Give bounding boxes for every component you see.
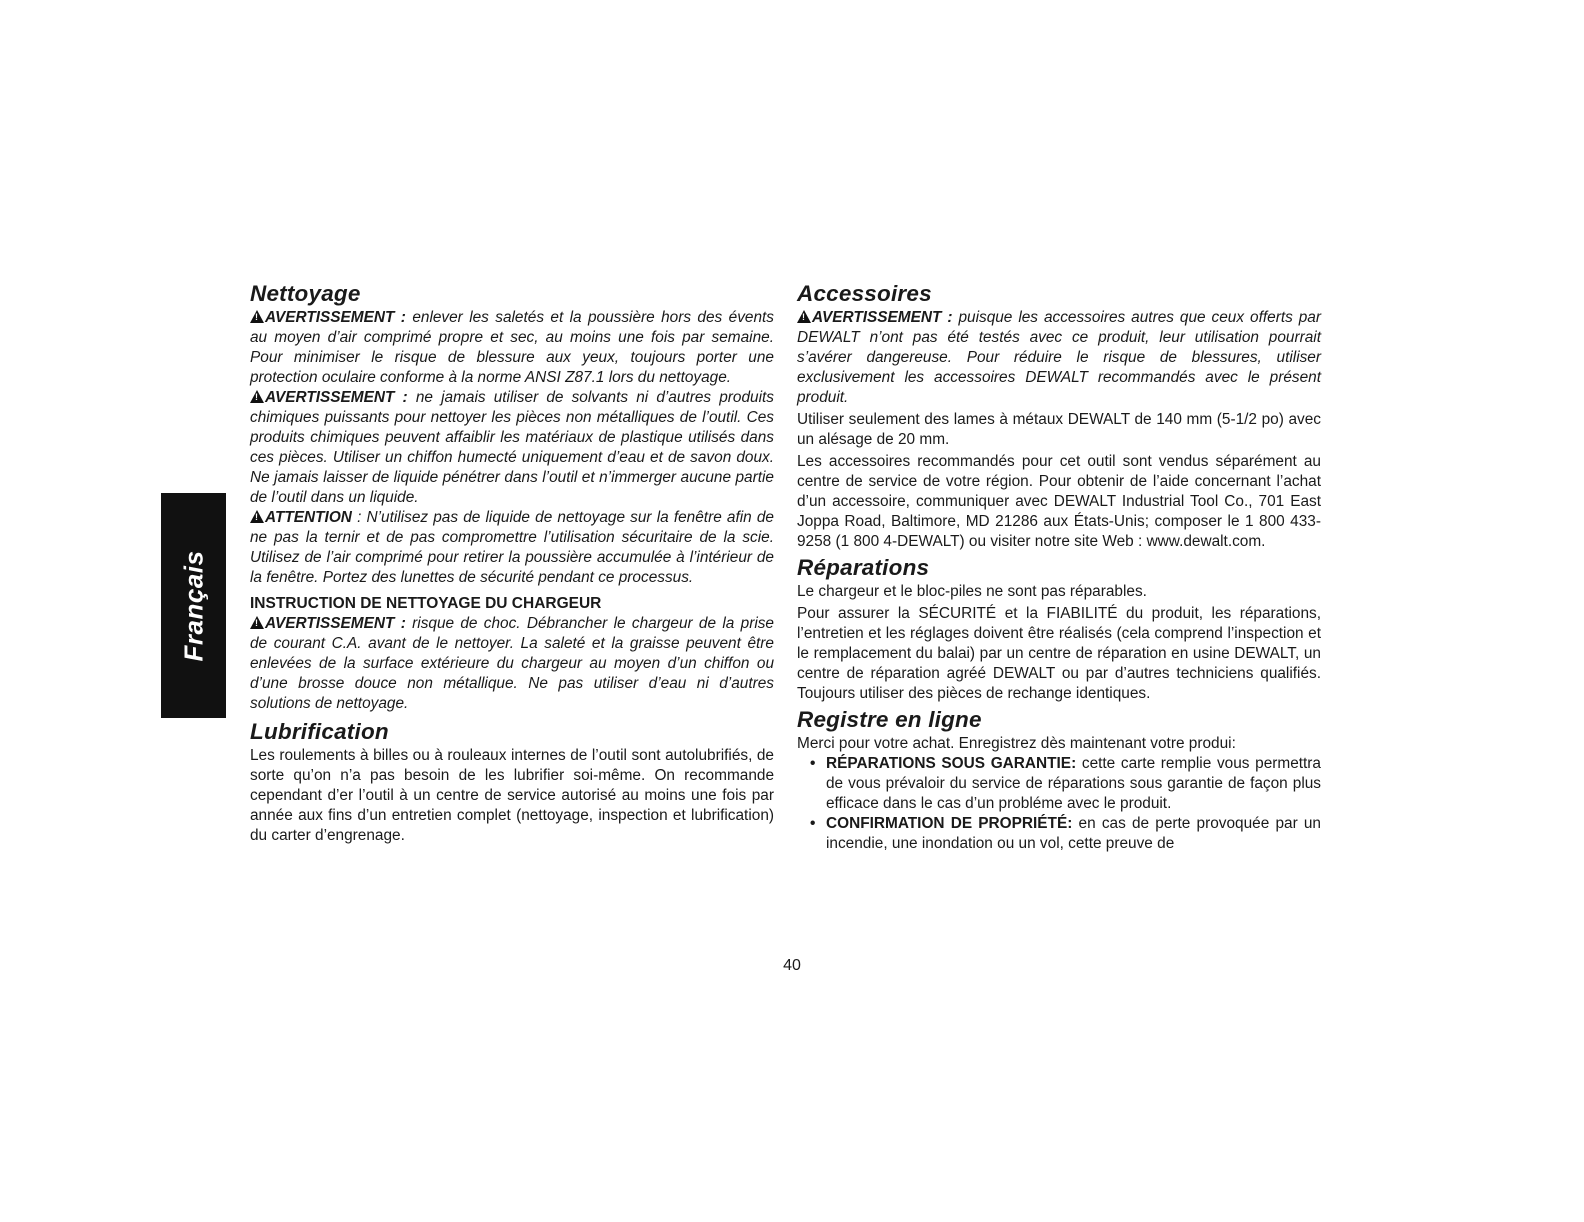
reparations-paragraph: Le chargeur et le bloc-piles ne sont pas réparables.: [797, 583, 1147, 600]
warning-text: enlever les saletés et la poussière hors des évents au moyen d’air comprimé propre et sec, au moins une fois par semaine. Pour minimiser le risque de blessure aux yeux, toujours porter une protection oculaire conforme à la norme ANSI Z87.1 lors du nettoyage.: [250, 309, 774, 386]
warning-accessories: [797, 308, 1321, 408]
warning-label: AVERTISSEMENT :: [265, 309, 406, 326]
section-title-accessoires: Accessoires: [797, 281, 932, 306]
left-column: [250, 280, 774, 846]
warning-triangle-icon: [797, 310, 811, 323]
lubrification-text: Les roulements à billes ou à rouleaux internes de l’outil sont autolubrifiés, de sorte qu’on n’a pas besoin de les lubrifier soi-même. On recommande cependant d’er l’outil à un centre de service autorisé au moins une fois par année aux fins d’un entretien complet (nettoyage, inspection et lubrification) du carter d’engrenage.: [250, 747, 774, 844]
accessoires-paragraph: Les accessoires recommandés pour cet outil sont vendus séparément au centre de service de votre région. Pour obtenir de l’aide concernant l’achat d’un accessoire, communiquer avec DEWALT Industrial Tool Co., 701 East Joppa Road, Baltimore, MD 21286 aux États-Unis; composer le 1 800 433-9258 (1 800 4-DEWALT) ou visiter notre site Web : www.dewalt.com.: [797, 453, 1321, 550]
registre-bullet-list: [797, 754, 1321, 854]
caution-label: ATTENTION: [265, 509, 352, 526]
section-title-registre: Registre en ligne: [797, 707, 982, 732]
accessoires-paragraph: Utiliser seulement des lames à métaux DEWALT de 140 mm (5-1/2 po) avec un alésage de 20 mm.: [797, 411, 1321, 448]
warning-triangle-icon: [250, 616, 264, 629]
section-title-nettoyage: Nettoyage: [250, 281, 361, 306]
warning-label: AVERTISSEMENT :: [265, 389, 408, 406]
warning-triangle-icon: [250, 510, 264, 523]
warning-charger: [250, 614, 774, 714]
reparations-paragraph: Pour assurer la SÉCURITÉ et la FIABILITÉ du produit, les réparations, l’entretien et les réglages doivent être réalisés (cela comprend l’inspection et le remplacement du balai) par un centre de réparation en usine DEWALT, un centre de réparation agréé DEWALT ou par d’autres techniciens qualifiés. Toujours utiliser des pièces de rechange identiques.: [797, 605, 1321, 702]
section-title-reparations: Réparations: [797, 555, 930, 580]
language-side-tab: [161, 493, 226, 718]
list-item: [797, 754, 1321, 814]
right-column: [797, 280, 1321, 854]
page-number: 40: [783, 957, 801, 974]
bullet-label: CONFIRMATION DE PROPRIÉTÉ:: [826, 815, 1073, 832]
warning-solvents: [250, 388, 774, 508]
registre-intro: Merci pour votre achat. Enregistrez dès maintenant votre produi:: [797, 735, 1236, 752]
bullet-text: cette carte remplie vous permettra de vous prévaloir du service de réparations sous garantie de façon plus efficace dans le cas d’un probléme avec le produit.: [826, 755, 1321, 812]
bullet-text: en cas de perte provoquée par un incendie, une inondation ou un vol, cette preuve de: [826, 815, 1321, 852]
bullet-label: RÉPARATIONS SOUS GARANTIE:: [826, 755, 1077, 772]
warning-triangle-icon: [250, 310, 264, 323]
warning-label: AVERTISSEMENT :: [265, 615, 406, 632]
charger-cleaning-heading: INSTRUCTION DE NETTOYAGE DU CHARGEUR: [250, 595, 602, 612]
warning-triangle-icon: [250, 390, 264, 403]
language-tab-label: Français: [178, 550, 208, 661]
warning-text: risque de choc. Débrancher le chargeur de la prise de courant C.A. avant de le nettoyer. La saleté et la graisse peuvent être enlevées de la surface extérieure du chargeur au moyen d’un chiffon ou d’une brosse douce non métallique. Ne pas utiliser d’eau ni d’autres solutions de nettoyage.: [250, 615, 774, 712]
warning-text: puisque les accessoires autres que ceux offerts par DEWALT n’ont pas été testés avec ce produit, leur utilisation pourrait s’avérer dangereuse. Pour réduire le risque de blessures, utiliser exclusivement les accessoires DEWALT recommandés avec le présent produit.: [797, 309, 1321, 406]
caution-text: : N’utilisez pas de liquide de nettoyage sur la fenêtre afin de ne pas la ternir et de pas compromettre l’utilisation sécuritaire de la scie. Utilisez de l’air comprimé pour retirer la poussière accumulée à l’intérieur de la fenêtre. Portez des lunettes de sécurité pendant ce processus.: [250, 509, 774, 586]
caution-window: [250, 508, 774, 588]
warning-label: AVERTISSEMENT :: [812, 309, 953, 326]
list-item: [797, 814, 1321, 854]
warning-text: ne jamais utiliser de solvants ni d’autres produits chimiques puissants pour nettoyer les pièces non métalliques de l’outil. Ces produits chimiques peuvent affaiblir les matériaux de plastique utilisés dans ces pièces. Utiliser un chiffon humecté uniquement d’eau et de savon doux. Ne jamais laisser de liquide pénétrer dans l’outil et n’immerger aucune partie de l’outil dans un liquide.: [250, 389, 774, 506]
warning-vents: [250, 308, 774, 388]
section-title-lubrification: Lubrification: [250, 719, 389, 744]
